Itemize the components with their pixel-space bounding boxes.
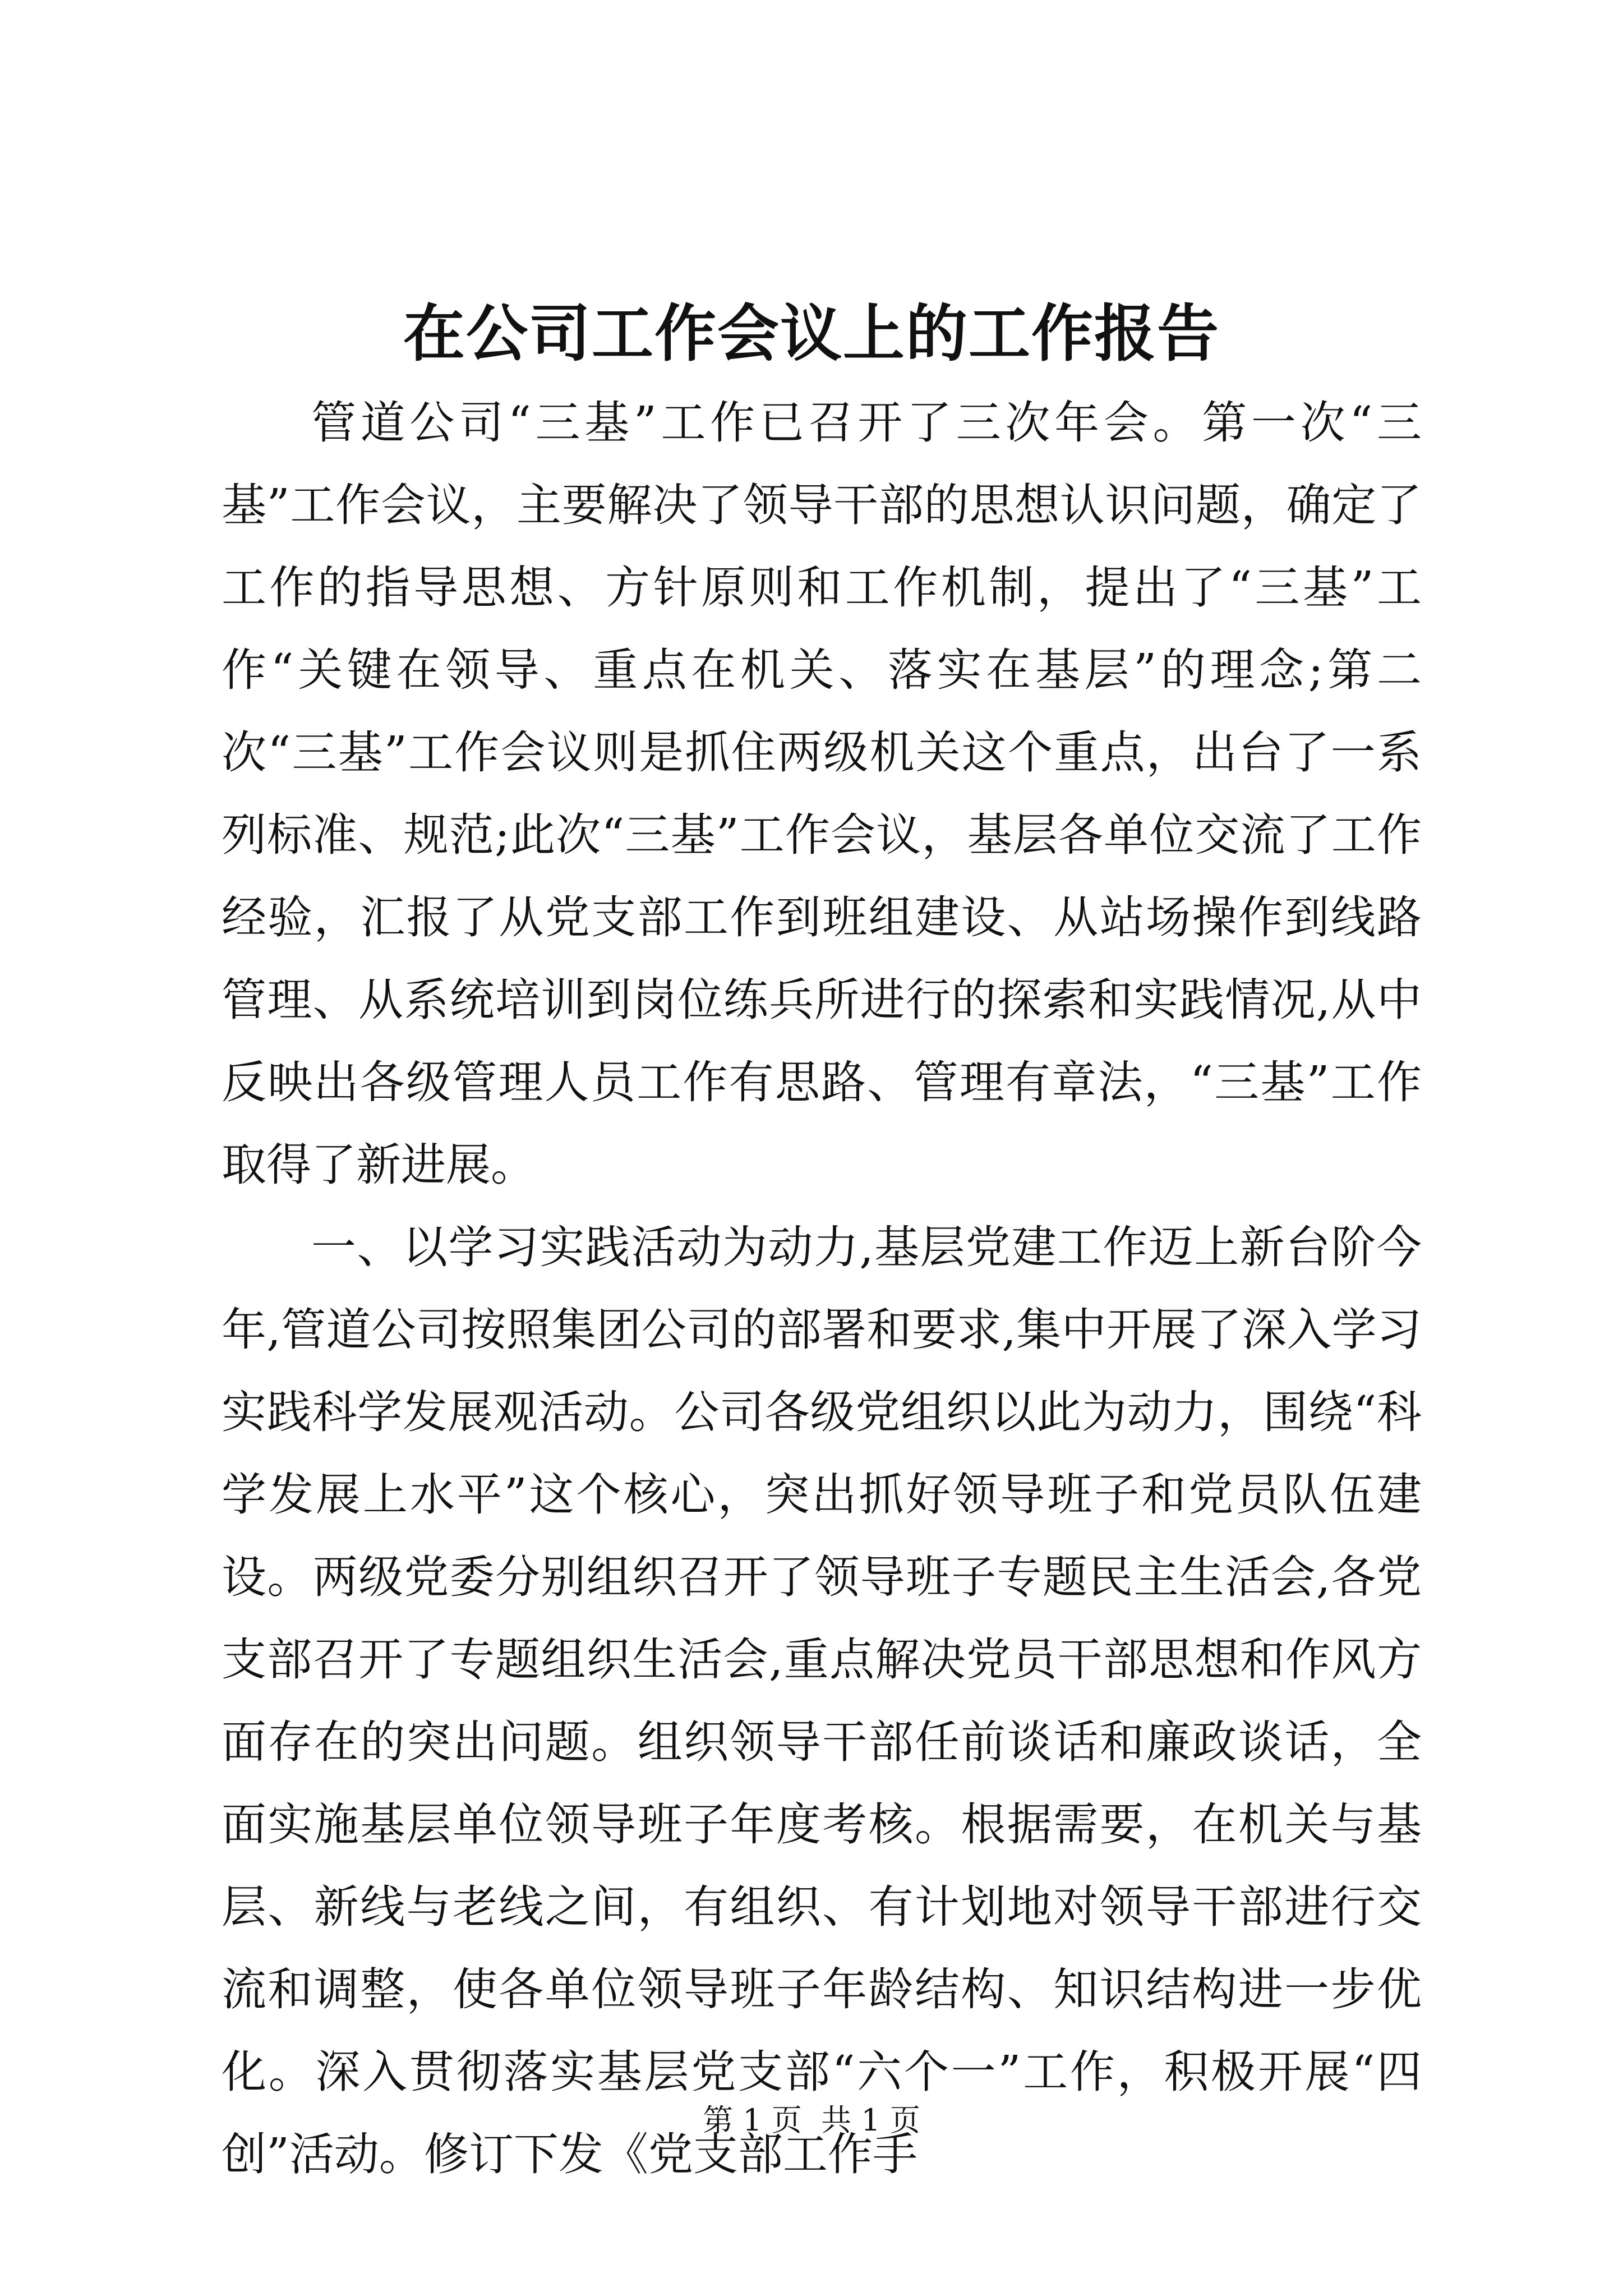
paragraph-2: 一、以学习实践活动为动力,基层党建工作迈上新台阶今年,管道公司按照集团公司的部署和要求,集中开展了深入学习实践科学发展观活动。公司各级党组织以此为动力，围绕“科学发展上水平”这个核心，突出抓好领导班子和党员队伍建设。两级党委分别组织召开了领导班子专题民主生活会,各党支部召开了专题组织生活会,重点解决党员干部思想和作风方面存在的突出问题。组织领导干部任前谈话和廉政谈话，全面实施基层单位领导班子年度考核。根据需要，在机关与基层、新线与老线之间，有组织、有计划地对领导干部进行交流和调整，使各单位领导班子年龄结构、知识结构进一步优化。深入贯彻落实基层党支部“六个一”工作，积极开展“四创”活动。修订下发《党支部工作手 (222, 1221, 1422, 2180)
page-footer (0, 2101, 1623, 2140)
document-body (222, 381, 1422, 2196)
paragraph-1: 管道公司“三基”工作已召开了三次年会。第一次“三基”工作会议，主要解决了领导干部的思想认识问题，确定了工作的指导思想、方针原则和工作机制，提出了“三基”工作“关键在领导、重点在机关、落实在基层”的理念;第二次“三基”工作会议则是抓住两级机关这个重点，出台了一系列标准、规范;此次“三基”工作会议，基层各单位交流了工作经验，汇报了从党支部工作到班组建设、从站场操作到线路管理、从系统培训到岗位练兵所进行的探索和实践情况,从中反映出各级管理人员工作有思路、管理有章法，“三基”工作取得了新进展。 (222, 397, 1422, 1191)
page-number-label: 第 1 页 共 1 页 (703, 2102, 920, 2138)
document-title: 在公司工作会议上的工作报告 (403, 297, 1220, 370)
